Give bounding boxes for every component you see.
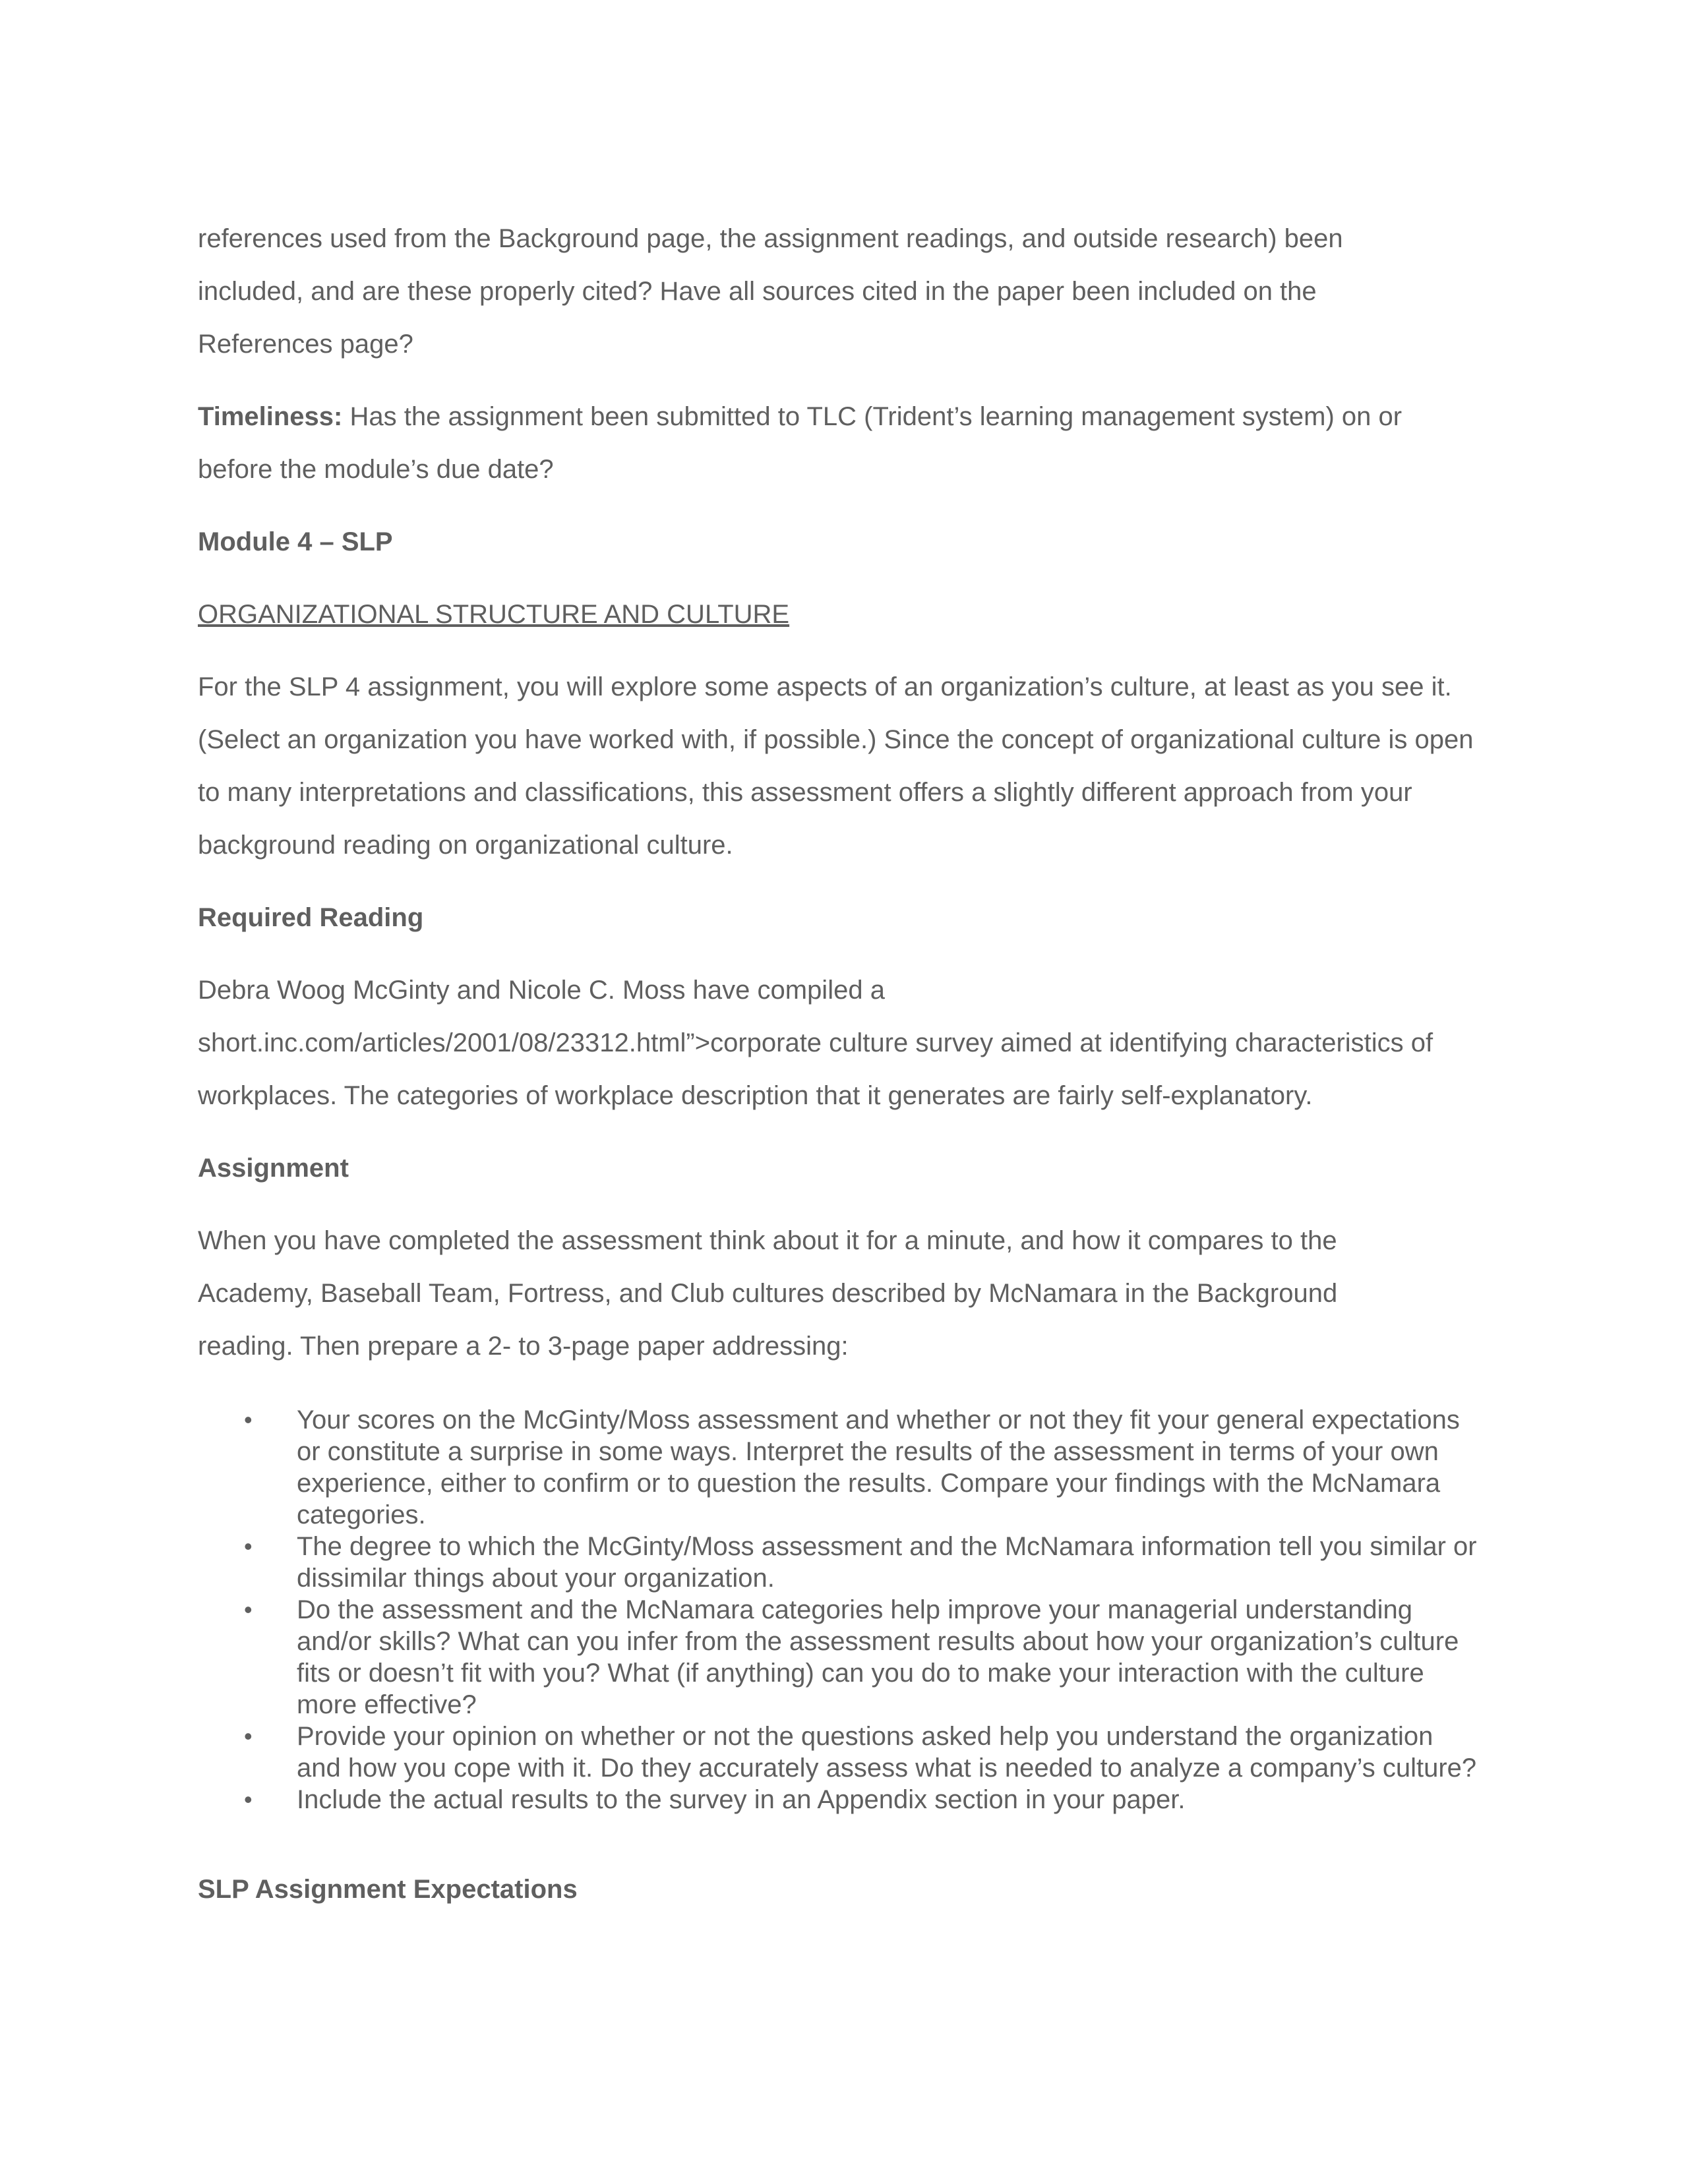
timeliness-text: Has the assignment been submitted to TLC (Trident’s learning management system) on or before the module’s due date?	[198, 402, 1402, 484]
timeliness-paragraph	[198, 390, 1470, 496]
intro-paragraph: references used from the Background page, the assignment readings, and outside research) been included, and are these properly cited? Have all sources cited in the paper been included on the References page?	[198, 224, 1343, 359]
list-item: • Do the assessment and the McNamara categories help improve your managerial understanding and/or skills? What can you infer from the assessment results about how your organization’s culture fits or doesn’t fit with you? What (if anything) can you do to make your interaction with the culture more effective?	[244, 1595, 1459, 1719]
timeliness-label: Timeliness:	[198, 402, 343, 431]
list-item: • Include the actual results to the survey in an Appendix section in your paper.	[244, 1785, 1186, 1814]
assignment-bullet-list	[198, 1404, 1490, 1815]
bullet-icon: •	[244, 1723, 253, 1750]
bullet-icon: •	[244, 1406, 253, 1433]
assignment-intro: When you have completed the assessment think about it for a minute, and how it compares to the Academy, Baseball Team, Fortress, and Club cultures described by McNamara in the Background reading. Then prepare a 2- to 3-page paper addressing:	[198, 1226, 1338, 1361]
list-item: • Your scores on the McGinty/Moss assessment and whether or not they fit your general expectations or constitute a surprise in some ways. Interpret the results of the assessment in terms of your own experience, either to confirm or to question the results. Compare your findings with the McNamara categories.	[244, 1405, 1460, 1529]
bullet-icon: •	[244, 1533, 253, 1560]
expectations-heading: SLP Assignment Expectations	[198, 1875, 578, 1904]
document-page	[198, 212, 1490, 1916]
module-heading: Module 4 – SLP	[198, 527, 393, 556]
list-item: • The degree to which the McGinty/Moss assessment and the McNamara information tell you similar or dissimilar things about your organization.	[244, 1532, 1477, 1593]
section-title: ORGANIZATIONAL STRUCTURE AND CULTURE	[198, 600, 790, 629]
overview-paragraph: For the SLP 4 assignment, you will explore some aspects of an organization’s culture, at least as you see it. (Select an organization you have worked with, if possible.) Since the concept of organizational culture is open to many interpretations and classifications, this assessment offers a slightly different approach from your background reading on organizational culture.	[198, 672, 1474, 860]
required-reading-line-1: Debra Woog McGinty and Nicole C. Moss have compiled a	[198, 976, 885, 1005]
bullet-icon: •	[244, 1596, 253, 1623]
required-reading-line-2: short.inc.com/articles/2001/08/23312.html”>corporate culture survey aimed at identifying characteristics of workplaces. The categories of workplace description that it generates are fairly self-explanatory.	[198, 1028, 1433, 1110]
bullet-icon: •	[244, 1786, 253, 1813]
list-item: • Provide your opinion on whether or not the questions asked help you understand the organization and how you cope with it. Do they accurately assess what is needed to analyze a company’s culture?	[244, 1722, 1477, 1783]
assignment-heading: Assignment	[198, 1154, 349, 1183]
required-reading-heading: Required Reading	[198, 903, 424, 932]
